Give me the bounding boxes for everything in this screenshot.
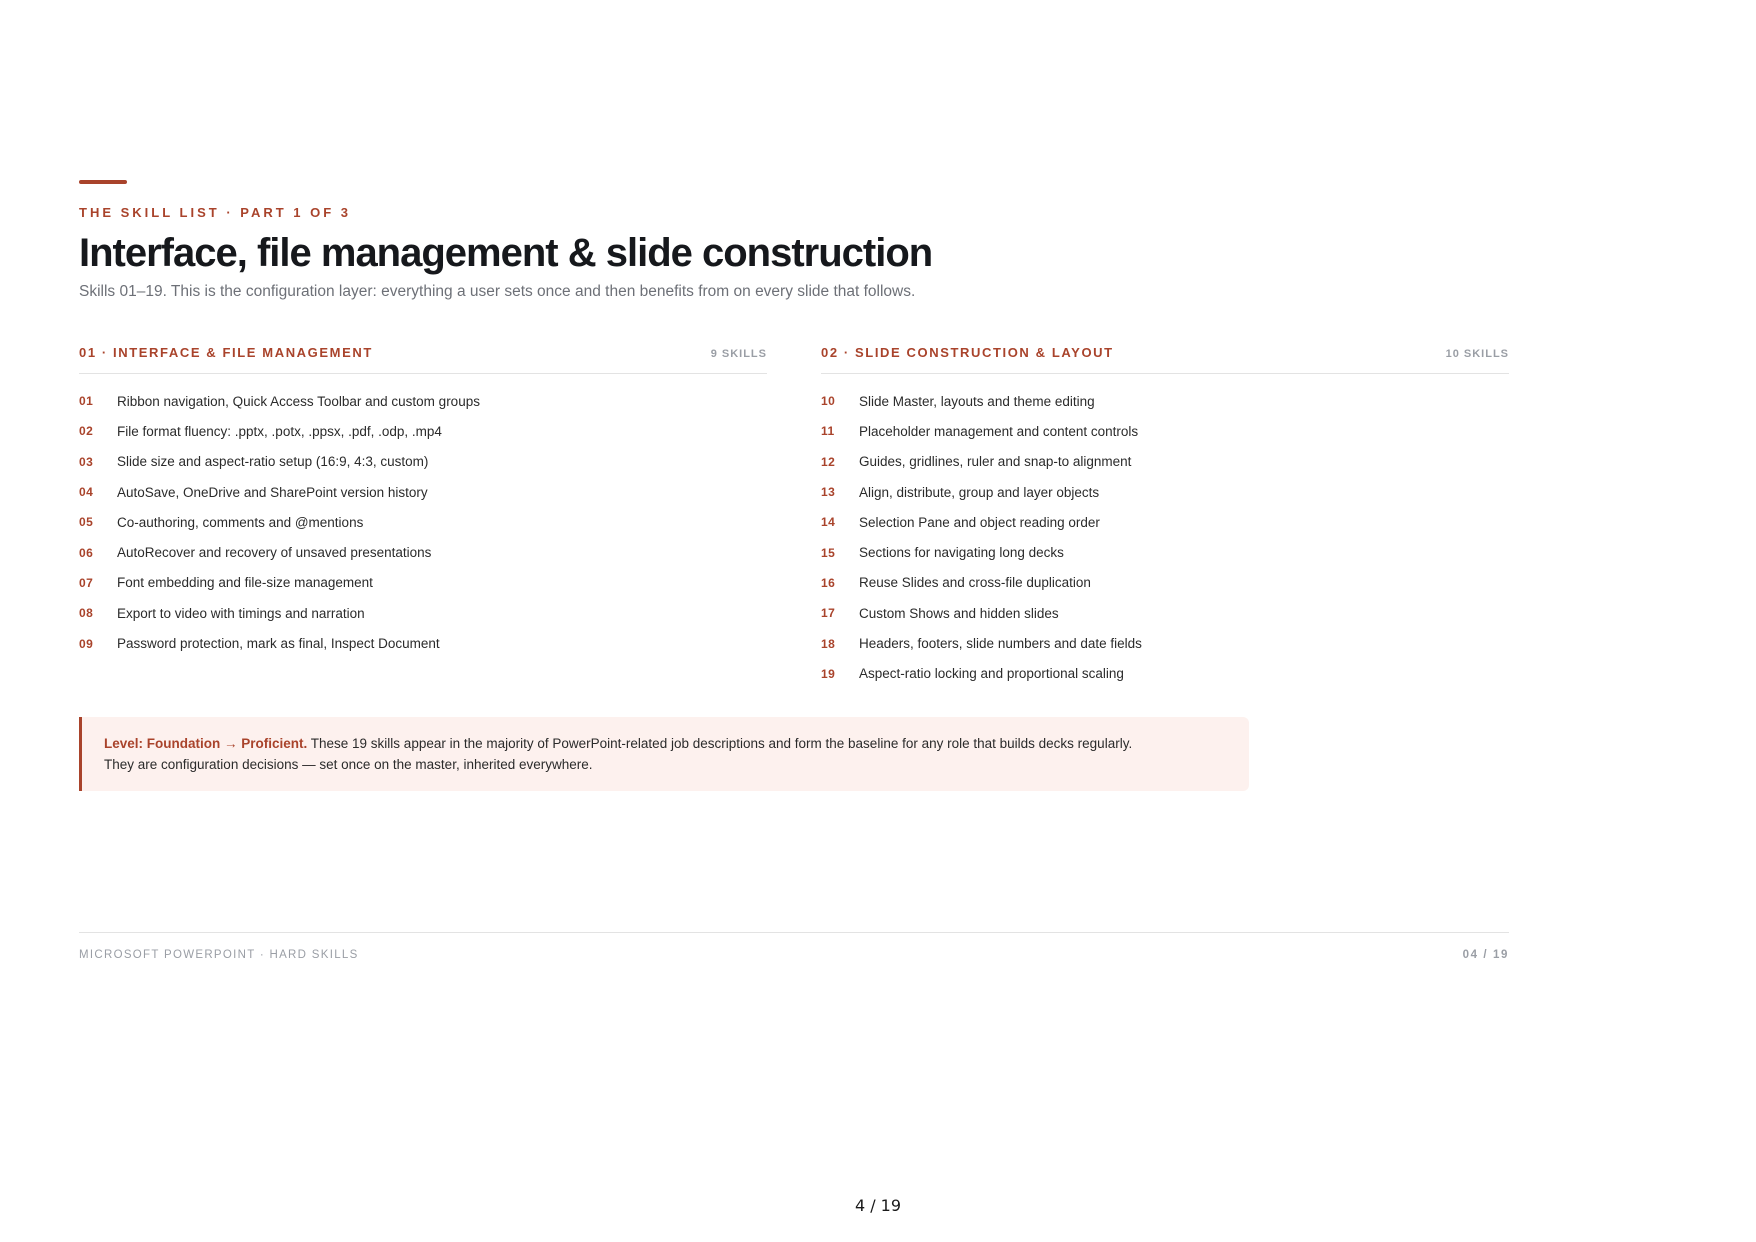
list-item <box>821 659 1509 689</box>
callout-level-label: Level: Foundation → Proficient. <box>104 736 308 751</box>
skill-columns <box>79 345 1509 685</box>
list-item <box>79 416 767 446</box>
eyebrow-label: THE SKILL LIST · PART 1 OF 3 <box>79 205 352 220</box>
skill-number: 06 <box>79 545 94 560</box>
skill-number: 17 <box>821 606 836 621</box>
skill-list <box>821 386 1509 689</box>
skill-number: 12 <box>821 454 836 469</box>
skill-number: 18 <box>821 636 836 651</box>
skill-label: Selection Pane and object reading order <box>859 514 1100 530</box>
footer-divider <box>79 932 1509 933</box>
skill-label: Guides, gridlines, ruler and snap-to alignment <box>859 454 1132 470</box>
list-item <box>79 447 767 477</box>
viewer-page-counter: 4 / 19 <box>854 1196 902 1215</box>
skill-number: 09 <box>79 636 94 651</box>
skill-number: 11 <box>821 424 835 439</box>
skill-number: 13 <box>821 485 836 500</box>
slide <box>79 180 1509 961</box>
skill-label: Slide Master, layouts and theme editing <box>859 393 1095 409</box>
skill-label: Placeholder management and content controls <box>859 423 1139 439</box>
accent-bar <box>79 180 127 184</box>
skill-label: AutoRecover and recovery of unsaved presentations <box>117 545 432 561</box>
column-slide-construction-layout <box>821 345 1509 689</box>
skill-label: Reuse Slides and cross-file duplication <box>859 575 1091 591</box>
list-item <box>821 568 1509 598</box>
skill-list <box>79 386 767 659</box>
skill-label: Custom Shows and hidden slides <box>859 605 1059 621</box>
column-title: 02 · SLIDE CONSTRUCTION & LAYOUT <box>821 345 1114 360</box>
list-item <box>821 477 1509 507</box>
footer-slide-number: 04 / 19 <box>1462 949 1509 961</box>
skill-number: 05 <box>79 515 94 530</box>
skill-number: 19 <box>821 666 836 681</box>
skill-number: 03 <box>79 454 94 469</box>
skill-label: Font embedding and file-size management <box>117 575 373 591</box>
footer-deck-label: MICROSOFT POWERPOINT · HARD SKILLS <box>79 949 359 961</box>
column-header <box>821 345 1509 374</box>
callout-text-line1: These 19 skills appear in the majority of PowerPoint-related job descriptions and form the baseline for any role that builds decks regularly. <box>307 736 1133 751</box>
skill-label: Headers, footers, slide numbers and date fields <box>859 636 1142 652</box>
list-item <box>79 477 767 507</box>
list-item <box>821 507 1509 537</box>
list-item <box>79 598 767 628</box>
list-item <box>821 598 1509 628</box>
column-interface-file-management <box>79 345 767 659</box>
skill-label: Slide size and aspect-ratio setup (16:9, 4:3, custom) <box>117 454 429 470</box>
slide-subtitle: Skills 01–19. This is the configuration layer: everything a user sets once and then benefits from on every slide that follows. <box>79 283 916 300</box>
skill-label: AutoSave, OneDrive and SharePoint version history <box>117 484 428 500</box>
list-item <box>821 628 1509 658</box>
skill-number: 10 <box>821 394 836 409</box>
level-callout <box>79 717 1249 791</box>
skill-label: Password protection, mark as final, Inspect Document <box>117 636 440 652</box>
list-item <box>79 537 767 567</box>
skill-number: 08 <box>79 606 94 621</box>
skill-label: Export to video with timings and narration <box>117 605 365 621</box>
callout-text-line2: They are configuration decisions — set once on the master, inherited everywhere. <box>104 757 593 772</box>
skill-number: 07 <box>79 575 94 590</box>
skill-count: 9 SKILLS <box>710 348 767 360</box>
skill-label: Sections for navigating long decks <box>859 545 1064 561</box>
list-item <box>79 507 767 537</box>
skill-number: 14 <box>821 515 836 530</box>
list-item <box>79 386 767 416</box>
skill-number: 16 <box>821 575 836 590</box>
list-item <box>79 628 767 658</box>
skill-number: 01 <box>79 394 94 409</box>
skill-label: File format fluency: .pptx, .potx, .ppsx, .pdf, .odp, .mp4 <box>117 423 442 439</box>
list-item <box>821 386 1509 416</box>
skill-label: Co-authoring, comments and @mentions <box>117 514 364 530</box>
column-title: 01 · INTERFACE & FILE MANAGEMENT <box>79 345 373 360</box>
skill-label: Aspect-ratio locking and proportional scaling <box>859 666 1124 682</box>
list-item <box>79 568 767 598</box>
skill-label: Align, distribute, group and layer objects <box>859 484 1100 500</box>
skill-label: Ribbon navigation, Quick Access Toolbar and custom groups <box>117 393 480 409</box>
slide-title: Interface, file management & slide construction <box>79 231 933 275</box>
skill-number: 15 <box>821 545 836 560</box>
list-item <box>821 416 1509 446</box>
list-item <box>821 447 1509 477</box>
skill-number: 02 <box>79 424 94 439</box>
column-header <box>79 345 767 374</box>
skill-number: 04 <box>79 485 94 500</box>
list-item <box>821 537 1509 567</box>
skill-count: 10 SKILLS <box>1445 348 1509 360</box>
